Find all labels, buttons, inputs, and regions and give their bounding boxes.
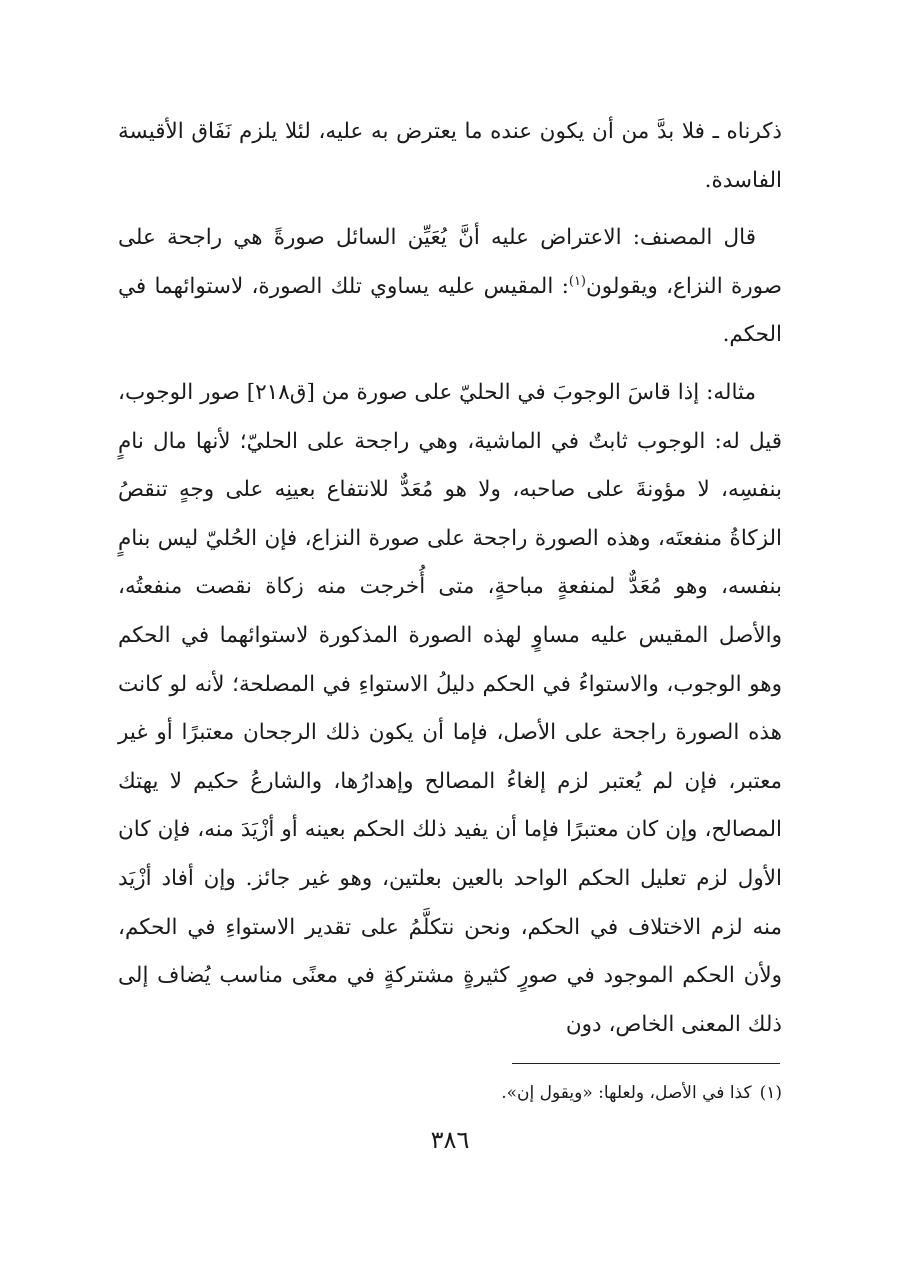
paragraph-text: قال المصنف: الاعتراض عليه أنَّ يُعَيِّن السائل صورةً هي راجحة على صورة النزاع، ويقولون bbox=[118, 225, 782, 299]
paragraph-continuation bbox=[118, 108, 782, 205]
footnote-text: كذا في الأصل، ولعلها: «ويقول إن». bbox=[501, 1083, 752, 1103]
paragraph-author-statement bbox=[118, 214, 782, 360]
footnote bbox=[118, 1077, 782, 1109]
body-text bbox=[118, 108, 782, 1049]
page-number: ٣٨٦ bbox=[430, 1126, 470, 1154]
footnote-number: (١) bbox=[759, 1083, 782, 1103]
paragraph-text: ذكرناه ـ فلا بدَّ من أن يكون عنده ما يعترض به عليه، لئلا يلزم نَفَاق الأقيسة الفاسدة. bbox=[118, 119, 782, 193]
paragraph-text: : المقيس عليه يساوي تلك الصورة، لاستوائهما في الحكم. bbox=[118, 273, 782, 348]
paragraph-text: مثاله: إذا قاسَ الوجوبَ في الحليّ على صورة من [ق٢١٨] صور الوجوب، قيل له: الوجوب ثابتٌ في الماشية، وهي راجحة على الحليّ؛ لأنها مال نامٍ بنفسِه، لا مؤونةَ على صاحبه، ولا هو مُعَدٌّ للانتفاع بعينِه على وجهٍ تنقصُ الزكاةُ منفعتَه، وهذه الصورة راجحة على صورة النزاع، فإن الحُليّ ليس بنامٍ بنفسه، وهو مُعَدٌّ لمنفعةٍ مباحةٍ، متى أُخرجت منه زكاة نقصت منفعتُه، والأصل المقيس عليه مساوٍ لهذه الصورة المذكورة لاستوائهما في الحكم وهو الوجوب، والاستواءُ في الحكم دليلُ الاستواءِ في المصلحة؛ لأنه لو كانت هذه الصورة راجحة على الأصل، فإما أن يكون ذلك الرجحان معتبرًا أو غير معتبر، فإن لم يُعتبر لزم إلغاءُ المصالح وإهدارُها، والشارعُ حكيم لا يهتك المصالح، وإن كان معتبرًا فإما أن يفيد ذلك الحكم بعينه أو أزْيَدَ منه، فإن كان الأول لزم تعليل الحكم الواحد بالعين بعلتين، وهو غير جائز. وإن أفاد أزْيَد منه لزم الاختلاف في الحكم، ونحن نتكلَّمُ على تقدير الاستواءِ في الحكم، ولأن الحكم الموجود في صورٍ كثيرةٍ مشتركةٍ في معنًى مناسب يُضاف إلى ذلك المعنى الخاص، دون bbox=[118, 379, 783, 1037]
footnote-divider bbox=[512, 1063, 780, 1064]
footnote-reference[interactable]: (١) bbox=[568, 273, 586, 289]
paragraph-example bbox=[118, 369, 782, 1049]
